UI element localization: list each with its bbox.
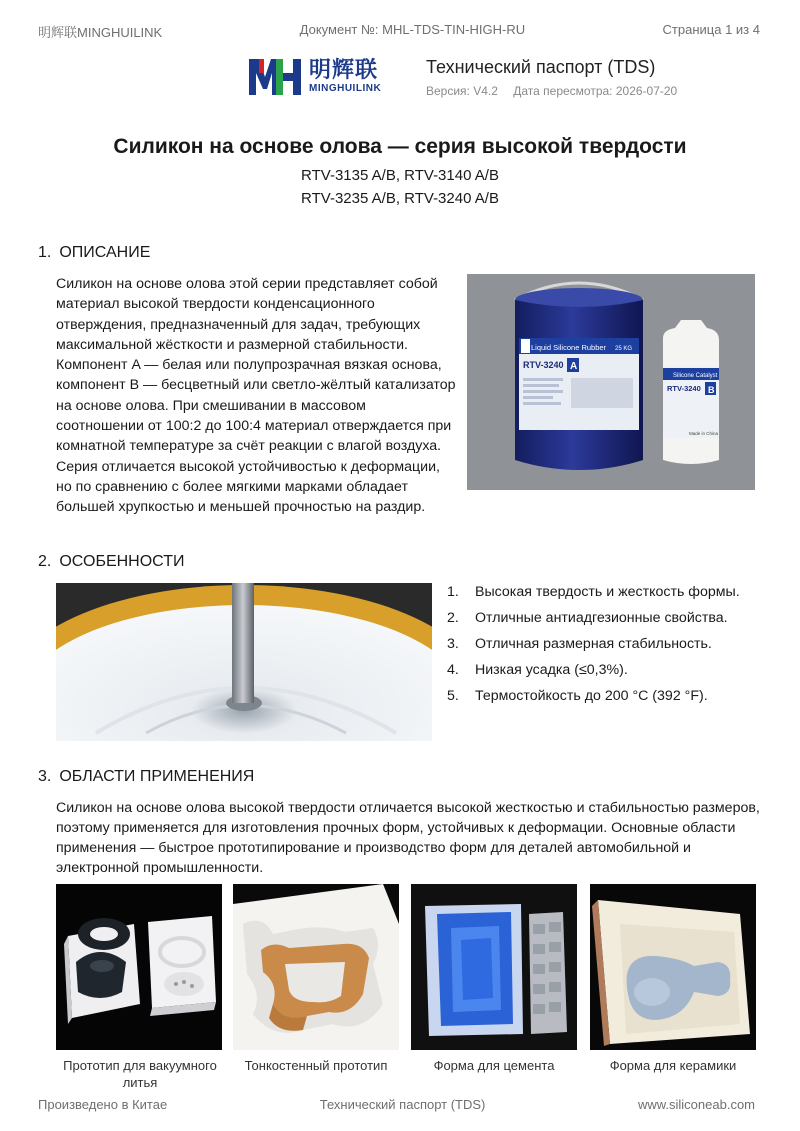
cement-mold-photo xyxy=(411,884,577,1050)
page-footer xyxy=(38,1097,755,1112)
document-subtitle-line2: RTV-3235 A/B, RTV-3240 A/B xyxy=(301,190,499,207)
list-item: 3. Отличная размерная стабильность. xyxy=(447,636,712,652)
vacuum-casting-photo xyxy=(56,884,222,1050)
list-item: 1. Высокая твердость и жесткость формы. xyxy=(447,584,740,600)
list-item: 4. Низкая усадка (≤0,3%). xyxy=(447,662,628,678)
bottle-made-in-text: Made in China xyxy=(689,431,719,436)
brand-logo xyxy=(247,55,381,97)
tds-info xyxy=(426,57,677,98)
ceramic-mold-photo xyxy=(590,884,756,1050)
section-description-heading: 1. ОПИСАНИЕ xyxy=(38,244,151,261)
footer-website[interactable]: www.siliconeab.com xyxy=(637,1097,755,1112)
caption-cement-mold: Форма для цемента xyxy=(433,1058,555,1073)
document-subtitle-line1: RTV-3135 A/B, RTV-3140 A/B xyxy=(301,167,499,184)
product-photo xyxy=(467,274,755,490)
features-list xyxy=(447,583,767,713)
section-applications-heading: 3. ОБЛАСТИ ПРИМЕНЕНИЯ xyxy=(38,768,255,785)
footer-doc-type: Технический паспорт (TDS) xyxy=(319,1097,486,1112)
caption-vacuum-casting: Прототип для вакуумного литья xyxy=(63,1058,217,1090)
description-text: Силикон на основе олова этой серии представляет собой материал высокой твердости конденсационного отверждения, предназначенный для задач, требующих максимальной жёсткости и размерной стабильности. Компонент A — белая или полупрозрачная вязкая основа, компонент B — бесцветный или светло-жёлтый катализатор на основе олова. При смешивании в массовом соотношении от 100:2 до 100:4 материал отверждается при комнатной температуре за счёт реакции с влагой воздуха. Серия отличается высокой устойчивостью к деформации, но по сравнению с более мягкими марками обладает большей хрупкостью и меньшей прочностью на раздир. xyxy=(56,276,456,516)
logo-english-name: MINGHUILINK xyxy=(309,82,382,94)
thin-wall-prototype-photo xyxy=(233,884,399,1050)
pail-brand-text: Liquid Silicone Rubber xyxy=(531,343,607,352)
logo-mark-icon xyxy=(247,55,303,97)
caption-ceramic-mold: Форма для керамики xyxy=(609,1058,737,1073)
header-page-number: Страница 1 из 4 xyxy=(662,22,760,37)
header-doc-number: Документ №: MHL-TDS-TIN-HIGH-RU xyxy=(299,22,526,37)
mixing-photo xyxy=(56,583,432,741)
header-company: 明辉联MINGHUILINK xyxy=(38,25,163,40)
applications-text: Силикон на основе олова высокой твердости отличается высокой жесткостью и стабильностью размеров, поэтому применяется для изготовления прочных форм, устойчивых к деформации. Основные области применения — быстрое прототипирование и производство форм для деталей автомобильной и электронной промышленности. xyxy=(56,800,760,876)
document-title: Силикон на основе олова — серия высокой твердости xyxy=(113,135,687,158)
tds-revision-date: Дата пересмотра: 2026-07-20 xyxy=(513,84,678,98)
bottle-part-text: B xyxy=(708,385,715,395)
section-features-heading: 2. ОСОБЕННОСТИ xyxy=(38,553,185,570)
caption-thin-wall: Тонкостенный прототип xyxy=(244,1058,388,1073)
bottle-label-text: RTV-3240 xyxy=(667,384,701,393)
tds-title: Технический паспорт (TDS) xyxy=(426,57,656,77)
bottle-brand-text: Silicone Catalyst xyxy=(673,373,718,379)
pail-part-text: A xyxy=(570,361,578,372)
tds-version: Версия: V4.2 xyxy=(426,84,498,98)
footer-made-in: Произведено в Китае xyxy=(38,1097,168,1112)
list-item: 2. Отличные антиадгезионные свойства. xyxy=(447,610,728,626)
logo-chinese-name: 明辉联 xyxy=(309,56,379,82)
pail-label-text: RTV-3240 xyxy=(523,360,564,370)
running-header xyxy=(38,22,760,41)
pail-weight-text: 25 KG xyxy=(615,346,633,352)
list-item: 5. Термостойкость до 200 °C (392 °F). xyxy=(447,688,708,704)
